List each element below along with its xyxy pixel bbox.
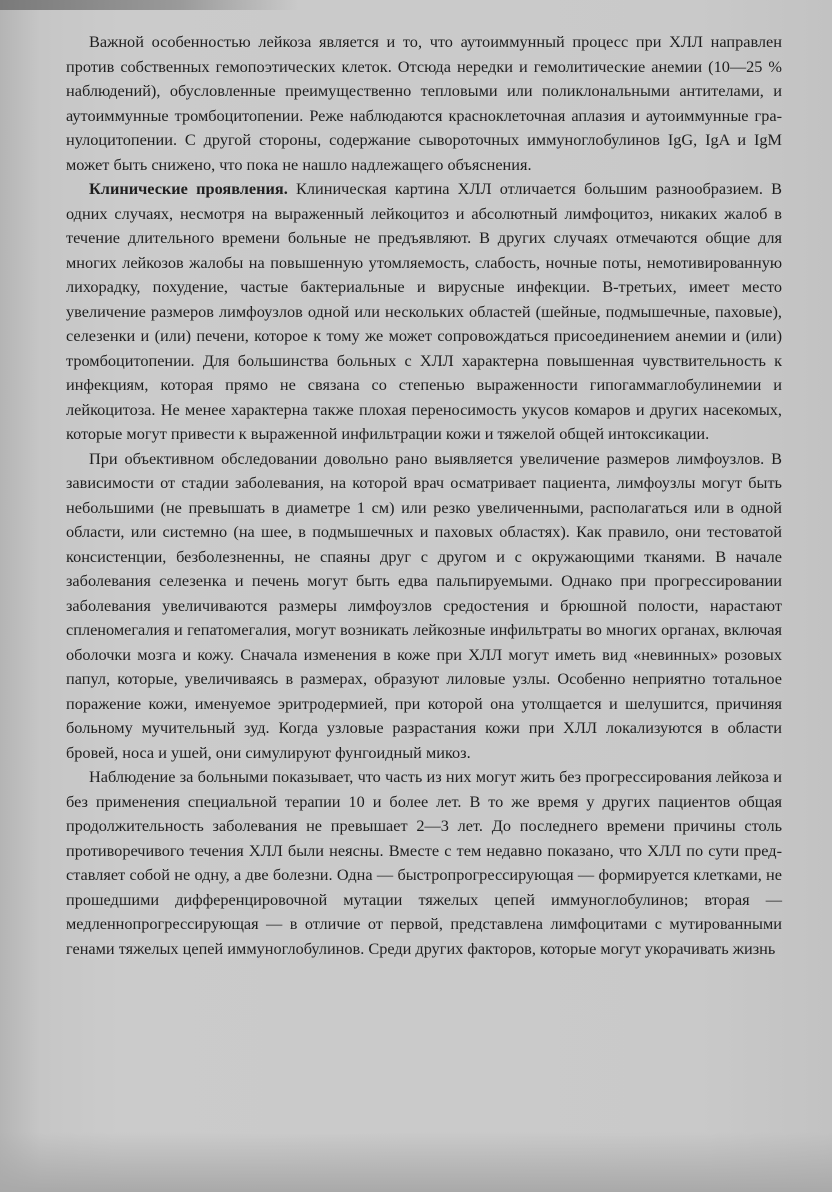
paragraph-text: Важной особенностью лейкоза является и то, что аутоиммунный процесс при ХЛЛ направлен против собственных гемопоэтических клеток. Отсюда нередки и гемолитические анемии (10—25 % наблюдений), обусловленные преимущественно тепловыми или поликлональными антителами, и аутоиммунные тромбоцитопении. Реже наблюдаются красноклеточная аплазия и аутоиммунные гранулоцитопении. С другой стороны, содержание сывороточных иммуноглобулинов IgG, IgA и IgM может быть снижено, что пока не нашло надлежащего объяснения.: [66, 32, 782, 174]
paragraph-objective-exam: [66, 447, 782, 766]
section-heading: Клинические проявления.: [89, 179, 288, 198]
running-header-strip: [0, 0, 300, 10]
paragraph-prognosis: [66, 765, 782, 961]
paragraph-text: При объективном обследовании довольно рано выявляется увеличение размеров лимфоузлов. В зависимости от стадии заболевания, на которой врач осматривает пациента, лимфоузлы могут быть небольшими (не превышать в диаметре 1 см) или резко увеличенными, располагаться или в одной области, или системно (на шее, в подмышечных и паховых областях). Как правило, они тестоватой консистенции, безболезненны, не спаяны друг с другом и с окружающими тканями. В начале заболевания селезенка и печень могут быть едва пальпируемыми. Однако при прогрессировании заболевания увеличиваются размеры лимфоузлов средостения и брюшной полости, нарастают спленомегалия и гепатомегалия, могут возникать лейкозные инфильтраты во многих органах, включая оболочки мозга и кожу. Сначала изменения в коже при ХЛЛ могут иметь вид «невинных» розовых папул, которые, увеличиваясь в размерах, образуют лиловые узлы. Особенно неприятно тотальное поражение кожи, именуемое эритродермией, при которой она утолщается и шелушится, причиняя больному мучительный зуд. Когда узловые разрастания кожи при ХЛЛ локализуются в области бровей, носа и ушей, они симулируют фунгоидный микоз.: [66, 448, 782, 762]
body-text: [66, 30, 782, 961]
paragraph-text: Наблюдение за больными показывает, что часть из них могут жить без прогрессирования лейкоза и без применения специальной терапии 10 и более лет. В то же время у других пациентов общая продолжительность заболевания не превышает 2—3 лет. До последнего времени причины столь противоречивого течения ХЛЛ были неясны. Вместе с тем недавно показано, что ХЛЛ по сути представляет собой не одну, а две болезни. Одна — быстропрогрессирующая — формируется клетками, не прошедшими дифференцировочной мутации тяжелых цепей иммуноглобулинов; вторая — медленнопрогрессирующая — в отличие от первой, представлена лимфоцитами с мутированными генами тяжелых цепей иммуноглобулинов. Среди других факторов, которые могут укорачивать жизнь: [66, 767, 782, 958]
paragraph-text: Клиническая картина ХЛЛ отличается большим разнообразием. В одних случаях, несмотря на выраженный лейкоцитоз и абсолютный лимфоцитоз, никаких жалоб в течение длительного времени больные не предъявляют. В других случаях отмечаются общие для многих лейкозов жалобы на повышенную утомляемость, слабость, ночные поты, немотивированную лихорадку, похудение, частые бактериальные и вирусные инфекции. В-третьих, имеет место увеличение размеров лимфоузлов одной или нескольких областей (шейные, подмышечные, паховые), селезенки и (или) печени, которое к тому же может сопровождаться присоединением анемии и (или) тромбоцитопении. Для большинства больных с ХЛЛ характерна повышенная чувствительность к инфекциям, которая прямо не связана со степенью выраженности гипогаммаглобулинемии и лейкоцитоза. Не менее характерна также плохая переносимость укусов комаров и других насекомых, которые могут привести к выраженной инфильтрации кожи и тяжелой общей интоксикации.: [66, 179, 782, 443]
paragraph-clinical-manifestations: [66, 177, 782, 447]
paragraph-autoimmune: [66, 30, 782, 177]
